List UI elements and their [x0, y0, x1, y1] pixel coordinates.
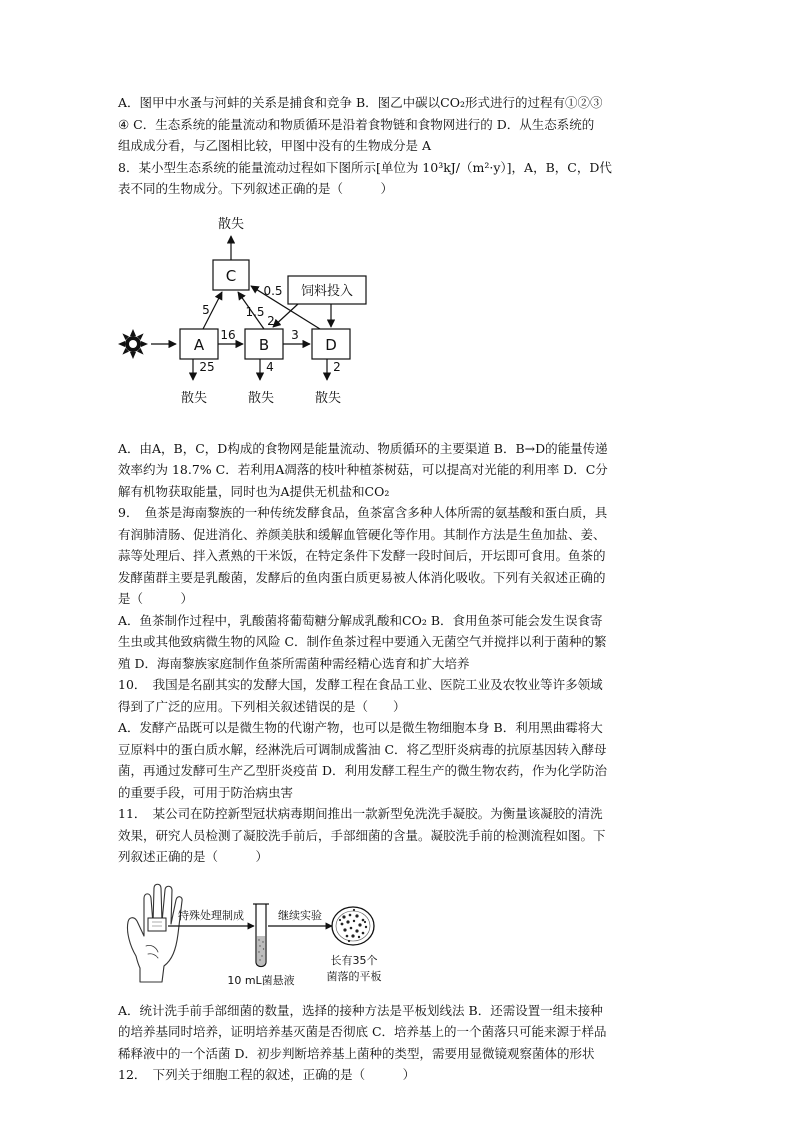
question-8: [118, 157, 678, 200]
plate-label-line1: 长有35个: [330, 953, 378, 967]
text-line: 豆原料中的蛋白质水解，经淋洗后可调制成酱油 C．将乙型肝炎病毒的抗原基因转入酵母: [118, 741, 607, 757]
question-stem-line: 得到了广泛的应用。下列相关叙述错误的是（ ）: [118, 698, 406, 714]
text-line: A．统计洗手前手部细菌的数量，选择的接种方法是平板划线法 B．还需设置一组未接种: [118, 1002, 603, 1018]
text-line: 解有机物获取能量，同时也为A提供无机盐和CO₂: [118, 483, 390, 499]
c-loss-label: 散失: [217, 216, 245, 232]
text-line: 稀释液中的一个活菌 D．初步判断培养基上菌种的类型，需要用显微镜观察菌体的形状: [118, 1045, 595, 1061]
q8-options: [118, 438, 678, 503]
question-11: [118, 803, 678, 868]
d-loss-value: 2: [333, 359, 341, 374]
question-10: [118, 674, 678, 803]
sun-icon: [118, 329, 148, 359]
petri-plate-icon: [332, 907, 374, 945]
text-line: 组成成分看，与乙图相比较，甲图中没有的生物成分是 A: [118, 138, 432, 153]
question-stem-line: 是（ ）: [118, 591, 194, 606]
question-stem-line: 蒜等处理后、拌入煮熟的干米饭，在特定条件下发酵一段时间后，开坛即可食用。鱼茶的: [118, 548, 606, 563]
question-stem-line: 有润肺清肠、促进消化、养颜美肤和缓解血管硬化等作用。其制作方法是生鱼加盐、姜、: [118, 526, 606, 542]
text-line: 的培养基同时培养，证明培养基灭菌是否彻底 C．培养基上的一个菌落只可能来源于样品: [118, 1024, 607, 1039]
a-loss-label: 散失: [180, 390, 208, 406]
question-stem-line: 12． 下列关于细胞工程的叙述，正确的是（ ）: [118, 1067, 416, 1082]
a-to-c-value: 5: [202, 302, 210, 317]
text-line: 效率约为 18.7% C．若利用A凋落的枝叶种植茶树菇，可以提高对光能的利用率 D．C分: [118, 462, 608, 477]
b-to-d-value: 3: [291, 327, 299, 342]
text-line: 的重要手段，可用于防治病虫害: [118, 784, 294, 800]
b-to-c-value: 1.5: [245, 304, 265, 319]
step1-label: 特殊处理制成: [178, 908, 244, 922]
node-b-label: B: [258, 335, 270, 354]
test-tube-icon: [253, 904, 269, 967]
question-12: [118, 1064, 678, 1086]
node-c-label: C: [225, 266, 237, 285]
text-line: 生虫或其他致病微生物的风险 C．制作鱼茶过程中要通入无菌空气并搅拌以利于菌种的繁: [118, 634, 607, 649]
tube-label: 10 mL菌悬液: [227, 973, 295, 987]
hand-icon: [127, 884, 182, 982]
text-line: 殖 D．海南黎族家庭制作鱼茶所需菌种需经精心选育和扩大培养: [118, 655, 470, 671]
b-loss-value: 4: [266, 359, 274, 374]
d-to-c-value: 0.5: [263, 283, 283, 298]
plate-label-line2: 菌落的平板: [326, 969, 382, 983]
q7-options: [118, 92, 678, 157]
a-loss-value: 25: [199, 359, 215, 374]
question-9: [118, 502, 678, 674]
question-stem-line: 8．某小型生态系统的能量流动过程如下图所示[单位为 10³kJ/（m²·y）]，A，B，C，D代: [118, 159, 612, 175]
node-d-label: D: [325, 335, 337, 354]
question-stem-line: 9． 鱼茶是海南黎族的一种传统发酵食品，鱼茶富含多种人体所需的氨基酸和蛋白质，具: [118, 505, 608, 520]
node-a-label: A: [193, 335, 205, 354]
energy-flow-diagram: [118, 204, 678, 432]
question-stem-line: 发酵菌群主要是乳酸菌，发酵后的鱼肉蛋白质更易被人体消化吸收。下列有关叙述正确的: [118, 569, 606, 585]
question-stem-line: 11． 某公司在防控新型冠状病毒期间推出一款新型免洗洗手凝胶。为衡量该凝胶的清洗: [118, 806, 603, 821]
step2-label: 继续实验: [278, 908, 322, 922]
question-stem-line: 表不同的生物成分。下列叙述正确的是（ ）: [118, 181, 394, 196]
swab-sample-icon: [148, 918, 166, 931]
text-line: ④ C．生态系统的能量流动和物质循环是沿着食物链和食物网进行的 D．从生态系统的: [118, 116, 595, 132]
question-stem-line: 10． 我国是名副其实的发酵大国，发酵工程在食品工业、医院工业及农牧业等许多领域: [118, 677, 603, 692]
text-line: A．发酵产品既可以是微生物的代谢产物，也可以是微生物细胞本身 B．利用黑曲霉将大: [118, 720, 603, 735]
b-loss-label: 散失: [247, 390, 275, 406]
d-loss-label: 散失: [314, 390, 342, 406]
handwash-procedure-diagram: [118, 874, 678, 992]
text-line: 菌，再通过发酵可生产乙型肝炎疫苗 D．利用发酵工程生产的微生物农药，作为化学防治: [118, 763, 607, 778]
q11-options: [118, 1000, 678, 1065]
question-stem-line: 列叙述正确的是（ ）: [118, 849, 269, 864]
text-line: A．由A，B，C，D构成的食物网是能量流动、物质循环的主要渠道 B．B→D的能量传递: [118, 440, 608, 456]
feed-input-label: 饲料投入: [300, 283, 354, 299]
text-line: A．鱼茶制作过程中，乳酸菌将葡萄糖分解成乳酸和CO₂ B．食用鱼茶可能会发生误食寄: [118, 612, 603, 628]
feed-to-b-value: 2: [267, 313, 275, 328]
page-content: [118, 92, 678, 1086]
a-to-b-value: 16: [220, 327, 236, 342]
question-stem-line: 效果，研究人员检测了凝胶洗手前后，手部细菌的含量。凝胶洗手前的检测流程如图。下: [118, 827, 606, 843]
text-line: A．图甲中水蚤与河蚌的关系是捕食和竞争 B．图乙中碳以CO₂形式进行的过程有①②③: [118, 95, 603, 110]
